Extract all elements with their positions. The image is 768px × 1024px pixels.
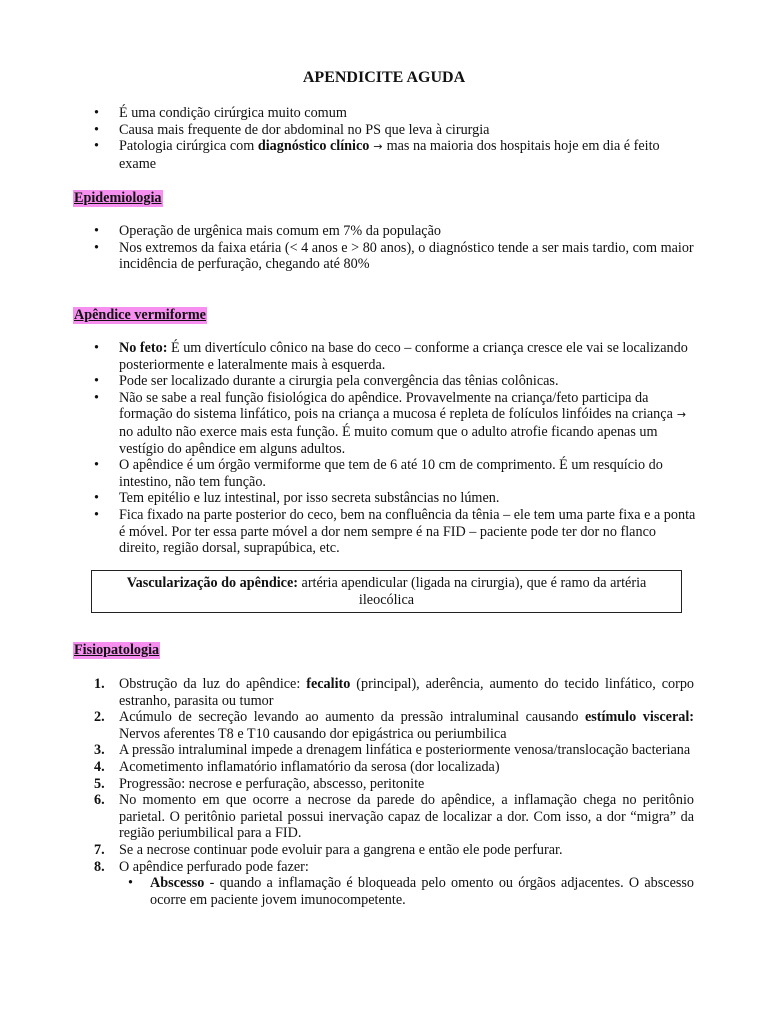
list-item (90, 373, 696, 390)
list-item (90, 340, 696, 373)
item-number: 6. (94, 792, 105, 809)
list-item (90, 859, 694, 909)
item-number: 8. (94, 858, 105, 875)
list-item-text: O apêndice é um órgão vermiforme que tem de 6 até 10 cm de comprimento. É um resquício do intestino, não tem função. (119, 457, 663, 490)
emphasis-text: estímulo visceral: (584, 709, 694, 726)
bullet-marker: • (94, 105, 99, 121)
arrow-icon: → (676, 408, 687, 422)
list-item (90, 792, 694, 842)
apendice-list (90, 340, 696, 557)
vascularizacao-box (91, 570, 682, 613)
list-item-text: Causa mais frequente de dor abdominal no PS que leva à cirurgia (119, 121, 490, 138)
list-item-text: Se a necrose continuar pode evoluir para a gangrena e então ele pode perfurar. (119, 841, 563, 858)
bullet-marker: • (94, 457, 99, 474)
list-item-text: Fica fixado na parte posterior do ceco, bem na confluência da tênia – ele tem uma parte fixa e a ponta é móvel. Por ter essa parte móvel a dor nem sempre é na FID – paciente pode ter dor no flanco direito, região dorsal, suprapúbica, etc. (119, 506, 696, 557)
list-item (90, 390, 696, 457)
list-item (90, 105, 696, 122)
emphasis-text: fecalito (306, 676, 351, 692)
list-item-text: Acúmulo de secreção levando ao aumento da pressão intraluminal causando (119, 709, 585, 726)
bullet-marker: • (94, 340, 99, 356)
list-item-text: No momento em que ocorre a necrose da parede do apêndice, a inflamação chega no peritônio parietal. O peritônio parietal possui inervação capaz de localizar a dor. Com isso, a dor “migra” da região periumbilical para a FID. (119, 792, 694, 842)
bullet-marker: • (94, 138, 99, 155)
fisiopatologia-list (90, 676, 694, 908)
bullet-marker: • (94, 121, 99, 138)
list-item-text: Não se sabe a real função fisiológica do apêndice. Provavelmente na criança/feto participa da formação do sistema linfático, pois na criança a mucosa é repleta de folículos linfóides na criança (119, 389, 673, 423)
list-item (90, 507, 696, 557)
item-number: 2. (94, 709, 105, 726)
bullet-marker: • (94, 373, 99, 390)
list-item-text: Tem epitélio e luz intestinal, por isso secreta substâncias no lúmen. (119, 490, 500, 507)
bullet-marker: • (94, 239, 99, 256)
list-item-text: Obstrução da luz do apêndice: (119, 676, 307, 692)
list-item-text: Acometimento inflamatório inflamatório da serosa (dor localizada) (119, 758, 500, 775)
list-item-text: Progressão: necrose e perfuração, abscesso, peritonite (119, 775, 425, 792)
section-heading-apendice: Apêndice vermiforme (74, 307, 206, 323)
emphasis-text: Abscesso (150, 875, 205, 892)
epidemiologia-list (90, 223, 696, 273)
sub-list (119, 875, 694, 908)
list-item-text: Nervos aferentes T8 e T10 causando dor epigástrica ou periumbilica (119, 725, 507, 742)
emphasis-text: No feto: (119, 340, 168, 356)
list-item (90, 240, 696, 273)
list-item-text: Operação de urgênica mais comum em 7% da população (119, 223, 441, 239)
bullet-marker: • (128, 875, 133, 892)
list-item (90, 122, 696, 139)
item-number: 4. (94, 758, 105, 775)
item-number: 3. (94, 742, 105, 759)
arrow-icon: → (373, 140, 383, 154)
bullet-marker: • (94, 506, 99, 523)
section-heading-epidemiologia: Epidemiologia (74, 190, 162, 206)
list-item-text: Pode ser localizado durante a cirurgia pela convergência das tênias colônicas. (119, 373, 559, 390)
list-item (90, 776, 694, 793)
list-item (90, 676, 694, 709)
list-item (90, 709, 694, 742)
item-number: 7. (94, 841, 105, 858)
list-item-text: Nos extremos da faixa etária (< 4 anos e > 80 anos), o diagnóstico tende a ser mais tardio, com maior incidência de perfuração, chegando até 80% (119, 239, 694, 273)
list-item (90, 490, 696, 507)
list-item (90, 842, 694, 859)
item-number: 1. (94, 676, 105, 692)
list-item-text: O apêndice perfurado pode fazer: (119, 858, 309, 875)
list-item-text: mas na maioria dos hospitais hoje em dia é feito exame (119, 138, 660, 172)
list-item (90, 759, 694, 776)
bullet-marker: • (94, 223, 99, 239)
list-item (90, 742, 694, 759)
bullet-marker: • (94, 389, 99, 406)
list-item (90, 138, 696, 172)
emphasis-text: diagnóstico clínico (257, 138, 370, 155)
box-label: Vascularização do apêndice: (126, 575, 298, 591)
bullet-marker: • (94, 490, 99, 507)
list-item-text: É um divertículo cônico na base do ceco – conforme a criança cresce ele vai se localizando posteriormente e lateralmente mais à esquerda. (119, 340, 688, 373)
list-item-text: É uma condição cirúrgica muito comum (119, 105, 347, 121)
page-title: APENDICITE AGUDA (302, 69, 466, 86)
list-item-text: Patologia cirúrgica com (119, 138, 258, 155)
list-item-text: (principal), aderência, aumento do tecido linfático, corpo estranho, parasita ou tumor (119, 676, 695, 709)
section-heading-fisiopatologia: Fisiopatologia (74, 642, 160, 658)
list-item (90, 223, 696, 240)
list-item-text: A pressão intraluminal impede a drenagem linfática e posteriormente venosa/translocação bacteriana (119, 742, 691, 759)
sub-list-item (119, 875, 694, 908)
intro-list (90, 105, 696, 172)
list-item (90, 457, 696, 490)
item-number: 5. (94, 775, 105, 792)
list-item-text: no adulto não exerce mais esta função. É muito comum que o adulto atrofie ficando apenas um vestígio do apêndice em alguns adultos. (119, 423, 658, 457)
box-text: artéria apendicular (ligada na cirurgia), que é ramo da artéria ileocólica (297, 575, 647, 608)
list-item-text: - quando a inflamação é bloqueada pelo omento ou órgãos adjacentes. O abscesso ocorre em paciente jovem imunocompetente. (150, 875, 694, 908)
